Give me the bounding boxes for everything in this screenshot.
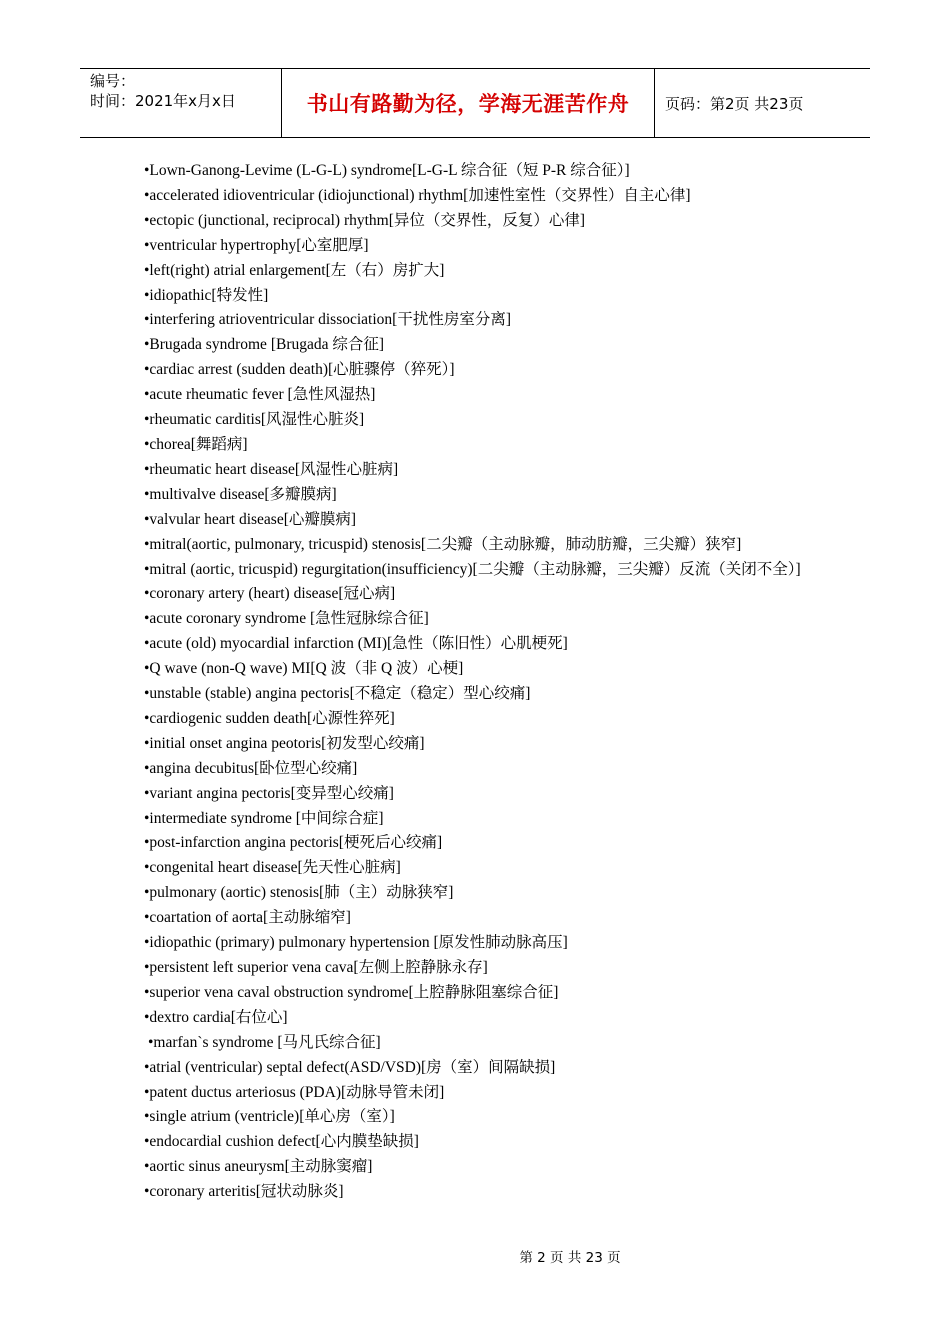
number-label: 编号： — [90, 72, 136, 90]
list-item: •valvular heart disease[心瓣膜病] — [144, 510, 357, 528]
list-item: •pulmonary (aortic) stenosis[肺（主）动脉狭窄] — [144, 884, 454, 902]
list-item: •accelerated idioventricular (idiojunctional) rhythm[加速性室性（交界性）自主心律] — [144, 186, 691, 204]
list-item: •unstable (stable) angina pectoris[不稳定（稳定）型心绞痛] — [144, 685, 531, 703]
list-item: •mitral (aortic, tricuspid) regurgitation(insufficiency)[二尖瓣（主动脉瓣，三尖瓣）反流（关闭不全）] — [144, 560, 801, 578]
list-item: •angina decubitus[卧位型心绞痛] — [144, 759, 358, 777]
list-item: •aortic sinus aneurysm[主动脉窦瘤] — [144, 1158, 373, 1176]
header-meta — [80, 69, 282, 137]
list-item: •idiopathic (primary) pulmonary hypertension [原发性肺动脉高压] — [144, 934, 568, 952]
list-item: •ectopic (junctional, reciprocal) rhythm[异位（交界性，反复）心律] — [144, 211, 586, 229]
list-item: •dextro cardia[右位心] — [144, 1008, 288, 1026]
list-item: •coartation of aorta[主动脉缩窄] — [144, 909, 351, 927]
list-item: •patent ductus arteriosus (PDA)[动脉导管未闭] — [144, 1083, 445, 1101]
list-item: •cardiac arrest (sudden death)[心脏骤停（猝死）] — [144, 361, 455, 379]
list-item: •intermediate syndrome [中间综合症] — [144, 809, 384, 827]
list-item: •left(right) atrial enlargement[左（右）房扩大] — [144, 261, 445, 279]
list-item: •Lown-Ganong-Levime (L-G-L) syndrome[L-G-L 综合征（短 P-R 综合征）] — [144, 162, 630, 179]
list-item: •interfering atrioventricular dissociation[干扰性房室分离] — [144, 311, 511, 329]
list-item: •rheumatic heart disease[风湿性心脏病] — [144, 460, 399, 478]
list-item: •acute rheumatic fever [急性风湿热] — [144, 386, 376, 404]
list-item: •initial onset angina peotoris[初发型心绞痛] — [144, 734, 425, 752]
list-item: •single atrium (ventricle)[单心房（室）] — [144, 1108, 395, 1126]
list-item: •acute (old) myocardial infarction (MI)[急性（陈旧性）心肌梗死] — [144, 635, 568, 653]
list-item: •variant angina pectoris[变异型心绞痛] — [144, 784, 394, 802]
list-item: •rheumatic carditis[风湿性心脏炎] — [144, 411, 365, 429]
list-item: •marfan`s syndrome [马凡氏综合征] — [148, 1033, 381, 1051]
page-header — [80, 68, 870, 138]
time-label: 时间：2021年x月x日 — [90, 92, 236, 110]
list-item: •Q wave (non-Q wave) MI[Q 波（非 Q 波）心梗] — [144, 660, 464, 678]
list-item: •idiopathic[特发性] — [144, 286, 269, 304]
document-body — [144, 159, 824, 1205]
list-item: •post-infarction angina pectoris[梗死后心绞痛] — [144, 834, 443, 852]
list-item: •multivalve disease[多瓣膜病] — [144, 485, 337, 503]
list-item: •ventricular hypertrophy[心室肥厚] — [144, 236, 369, 254]
list-item: •coronary arteritis[冠状动脉炎] — [144, 1183, 344, 1201]
list-item: •chorea[舞蹈病] — [144, 435, 248, 453]
list-item: •coronary artery (heart) disease[冠心病] — [144, 585, 396, 603]
list-item: •congenital heart disease[先天性心脏病] — [144, 859, 401, 877]
list-item: •persistent left superior vena cava[左侧上腔静脉永存] — [144, 959, 488, 976]
list-item: •endocardial cushion defect[心内膜垫缺损] — [144, 1133, 419, 1151]
header-motto: 书山有路勤为径，学海无涯苦作舟 — [282, 69, 655, 137]
list-item: •atrial (ventricular) septal defect(ASD/VSD)[房（室）间隔缺损] — [144, 1058, 556, 1076]
header-page-label: 页码：第2页 共23页 — [665, 94, 804, 113]
list-item: •mitral(aortic, pulmonary, tricuspid) stenosis[二尖瓣（主动脉瓣，肺动肪瓣，三尖瓣）狭窄] — [144, 535, 742, 553]
page-footer: 第 2 页 共 23 页 — [519, 1250, 621, 1266]
list-item: •acute coronary syndrome [急性冠脉综合征] — [144, 610, 429, 628]
list-item: •cardiogenic sudden death[心源性猝死] — [144, 709, 395, 727]
list-item: •Brugada syndrome [Brugada 综合征] — [144, 336, 385, 354]
list-item: •superior vena caval obstruction syndrome[上腔静脉阻塞综合征] — [144, 983, 559, 1001]
